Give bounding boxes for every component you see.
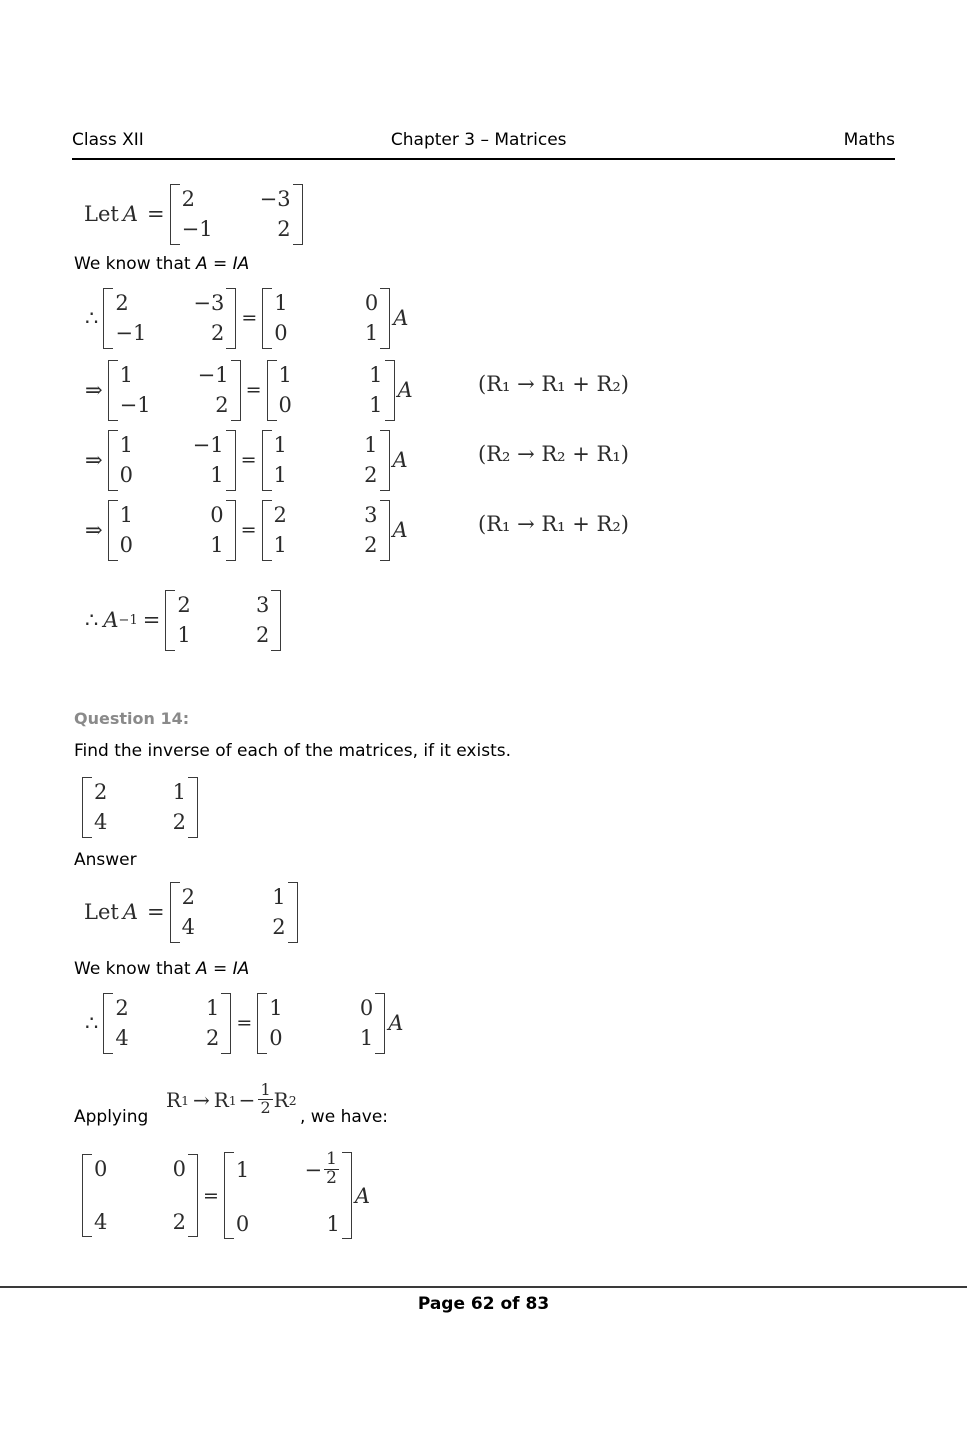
matrix-cell: 2 xyxy=(115,996,129,1020)
matrix-cell: 1 xyxy=(272,885,286,909)
equals-sign: = xyxy=(146,900,165,925)
row-operation-2: (R₂ → R₂ + R₁) xyxy=(478,442,629,466)
arrow-icon: → xyxy=(192,1088,210,1113)
fraction-numerator: 1 xyxy=(260,1080,271,1099)
header-subject: Maths xyxy=(843,130,895,150)
matrix-cell: 3 xyxy=(255,593,270,617)
matrix-cell: 2 xyxy=(181,187,195,211)
matrix-cell: 2 xyxy=(255,623,270,648)
matrix-cell: 1 xyxy=(210,533,224,558)
applying-prefix: Applying xyxy=(74,1107,149,1127)
matrix-cell: 1 xyxy=(269,996,283,1020)
implies-symbol: ⇒ xyxy=(85,378,103,403)
matrix-cell: 1 xyxy=(119,503,133,527)
matrix-cell: 1 xyxy=(119,433,133,457)
question-14-text: Find the inverse of each of the matrices, if it exists. xyxy=(74,741,512,761)
bracket-right xyxy=(226,500,236,561)
matrix-cell: 1 xyxy=(359,1026,374,1051)
bracket-left xyxy=(257,993,267,1054)
matrix-cell: −3 xyxy=(259,187,291,211)
derivation-step-4 xyxy=(80,498,408,563)
step-left-matrix xyxy=(82,1152,198,1239)
bracket-right xyxy=(188,777,198,838)
derivation-step-q14-2 xyxy=(82,1150,370,1241)
bracket-right xyxy=(293,184,303,245)
bracket-right xyxy=(221,993,231,1054)
step-left-matrix xyxy=(108,358,241,423)
equals-sign: = xyxy=(236,1012,253,1035)
equals-sign: = xyxy=(245,379,262,402)
row-op-r-right: R xyxy=(273,1088,289,1113)
matrix-a-q13 xyxy=(170,182,303,247)
minus-sign: − xyxy=(238,1088,256,1113)
matrix-variable-a: A xyxy=(122,202,138,227)
step-left-matrix xyxy=(103,991,231,1056)
step-right-matrix-fraction xyxy=(224,1150,352,1241)
matrix-cell: −1 xyxy=(181,217,213,242)
row-op-r-left-sub: 1 xyxy=(181,1092,189,1108)
matrix-cell: 2 xyxy=(94,780,108,804)
bracket-right xyxy=(288,882,298,943)
matrix-suffix-a: A xyxy=(388,1011,404,1036)
implies-symbol: ⇒ xyxy=(85,448,103,473)
matrix-cell: 1 xyxy=(172,780,186,804)
bracket-right xyxy=(342,1152,352,1239)
bracket-left xyxy=(262,288,272,349)
matrix-cell-negative-half xyxy=(264,1149,342,1189)
we-know-line-q14 xyxy=(74,959,249,979)
answer-label-q14: Answer xyxy=(74,850,137,870)
matrix-cell: 0 xyxy=(119,463,133,488)
matrix-cell: 2 xyxy=(273,503,287,527)
bracket-left xyxy=(267,360,277,421)
matrix-cell: 0 xyxy=(269,1026,283,1051)
matrix-cell: 2 xyxy=(181,885,195,909)
matrix-cell: 2 xyxy=(115,291,129,315)
matrix-cell: 2 xyxy=(364,533,378,558)
bracket-left xyxy=(108,360,118,421)
equals-sign: = xyxy=(142,608,161,633)
bracket-left xyxy=(262,500,272,561)
bracket-left xyxy=(82,1154,92,1237)
matrix-cell: 1 xyxy=(369,363,383,387)
matrix-cell: 1 xyxy=(369,393,383,418)
matrix-cell: 4 xyxy=(115,1026,129,1051)
step-right-matrix xyxy=(262,498,390,563)
matrix-cell: 2 xyxy=(272,915,286,940)
matrix-cell: −1 xyxy=(115,321,147,346)
matrix-cell: 1 xyxy=(274,291,288,315)
matrix-cell: 0 xyxy=(172,1157,186,1182)
matrix-cell: −1 xyxy=(119,393,151,418)
matrix-cell: 1 xyxy=(326,1211,340,1236)
fraction-one-half xyxy=(258,1082,272,1117)
equals-sign: = xyxy=(241,307,258,330)
derivation-step-2 xyxy=(80,358,413,423)
header-chapter: Chapter 3 – Matrices xyxy=(390,130,567,150)
we-know-equation: A = IA xyxy=(195,959,250,979)
matrix-suffix-a: A xyxy=(393,306,409,331)
derivation-step-3 xyxy=(80,428,408,493)
matrix-cell: −1 xyxy=(197,363,229,387)
given-matrix-q14 xyxy=(82,775,198,840)
matrix-cell: 1 xyxy=(210,463,224,488)
let-a-definition-q14 xyxy=(84,880,298,945)
step-left-matrix xyxy=(108,498,236,563)
derivation-step-1 xyxy=(80,286,408,351)
let-a-definition-q13 xyxy=(84,182,303,247)
page-number: Page 62 of 83 xyxy=(417,1294,550,1314)
fraction-numerator: 1 xyxy=(326,1149,337,1169)
let-label: Let xyxy=(84,202,119,227)
matrix-suffix-a: A xyxy=(354,1183,371,1208)
row-op-r-mid-sub: 1 xyxy=(228,1092,237,1108)
bracket-left xyxy=(82,777,92,838)
bracket-left xyxy=(170,184,180,245)
row-op-r-right-sub: 2 xyxy=(288,1092,297,1108)
matrix-cell: 1 xyxy=(273,463,287,488)
matrix-cell: 2 xyxy=(206,1026,220,1051)
bracket-right xyxy=(385,360,395,421)
matrix-cell: 0 xyxy=(94,1157,108,1182)
matrix-cell: 4 xyxy=(181,915,195,940)
step-right-matrix xyxy=(262,428,390,493)
we-know-text: We know that xyxy=(74,254,196,274)
matrix-cell: −1 xyxy=(192,433,224,457)
therefore-symbol: ∴ xyxy=(85,306,99,331)
bracket-left xyxy=(103,288,113,349)
applying-suffix: , we have: xyxy=(300,1107,389,1127)
matrix-cell: 4 xyxy=(94,1209,108,1234)
fraction-denominator: 2 xyxy=(326,1167,337,1188)
matrix-cell: 2 xyxy=(277,217,291,242)
matrix-cell: 1 xyxy=(206,996,220,1020)
bracket-left xyxy=(165,590,175,651)
therefore-symbol: ∴ xyxy=(85,608,99,633)
row-operation-1: (R₁ → R₁ + R₂) xyxy=(478,372,629,396)
step-left-matrix xyxy=(103,286,236,351)
bracket-right xyxy=(380,430,390,491)
matrix-suffix-a: A xyxy=(397,378,413,403)
bracket-right xyxy=(375,993,385,1054)
matrix-cell: 2 xyxy=(172,810,186,835)
applying-row-operation xyxy=(166,1080,297,1118)
inverse-matrix-q13 xyxy=(165,588,281,653)
matrix-a-q14 xyxy=(170,880,298,945)
matrix-cell: 3 xyxy=(364,503,378,527)
matrix-cell: 2 xyxy=(172,1209,186,1234)
page-header xyxy=(72,130,895,150)
equals-sign: = xyxy=(240,449,257,472)
matrix-cell: 1 xyxy=(278,363,292,387)
we-know-text: We know that xyxy=(74,959,196,979)
we-know-equation: A = IA xyxy=(195,254,250,274)
matrix-cell: 2 xyxy=(210,321,225,346)
equals-sign: = xyxy=(203,1184,219,1207)
bracket-right xyxy=(380,500,390,561)
we-know-line-q13 xyxy=(74,254,249,274)
matrix-variable-a: A xyxy=(122,900,138,925)
matrix-cell: 2 xyxy=(215,393,229,418)
bracket-left xyxy=(108,500,118,561)
inverse-label: A xyxy=(103,608,119,633)
bracket-left xyxy=(108,430,118,491)
matrix-cell: 2 xyxy=(177,593,191,617)
fraction-denominator: 2 xyxy=(260,1097,271,1117)
footer-divider xyxy=(0,1286,967,1288)
bracket-left xyxy=(224,1152,234,1239)
derivation-step-q14-1 xyxy=(80,991,403,1056)
matrix-suffix-a: A xyxy=(392,518,408,543)
step-right-matrix xyxy=(257,991,385,1056)
matrix-cell: 1 xyxy=(364,433,378,457)
implies-symbol: ⇒ xyxy=(85,518,103,543)
step-left-matrix xyxy=(108,428,236,493)
header-class: Class XII xyxy=(72,130,144,150)
matrix-cell: 1 xyxy=(364,321,379,346)
bracket-right xyxy=(226,288,236,349)
inverse-exponent: −1 xyxy=(118,612,138,628)
matrix-cell: −3 xyxy=(193,291,225,315)
matrix-cell: 0 xyxy=(274,321,288,346)
matrix-cell: 0 xyxy=(364,291,379,315)
equals-sign: = xyxy=(240,519,257,542)
therefore-symbol: ∴ xyxy=(85,1011,99,1036)
matrix-cell: 0 xyxy=(119,533,133,558)
bracket-right xyxy=(188,1154,198,1237)
row-operation-3: (R₁ → R₁ + R₂) xyxy=(478,512,629,536)
question-14-label: Question 14: xyxy=(74,709,190,728)
matrix-suffix-a: A xyxy=(392,448,408,473)
matrix-cell: 1 xyxy=(177,623,191,648)
bracket-left xyxy=(103,993,113,1054)
matrix-cell: 0 xyxy=(210,503,224,527)
equals-sign: = xyxy=(146,202,165,227)
matrix-cell: 0 xyxy=(359,996,374,1020)
matrix-cell: 4 xyxy=(94,810,108,835)
matrix-cell: 1 xyxy=(273,433,287,457)
row-op-r-mid: R xyxy=(213,1088,229,1113)
matrix-cell: 1 xyxy=(119,363,133,387)
step-right-matrix xyxy=(262,286,390,351)
inverse-conclusion-q13 xyxy=(80,588,281,653)
matrix-cell: 0 xyxy=(278,393,292,418)
matrix-cell: 2 xyxy=(364,463,378,488)
fraction-one-half xyxy=(324,1151,339,1188)
question-14-matrix xyxy=(82,775,198,840)
bracket-left xyxy=(262,430,272,491)
bracket-right xyxy=(231,360,241,421)
minus-sign: − xyxy=(304,1158,323,1183)
header-divider xyxy=(72,158,895,160)
bracket-left xyxy=(170,882,180,943)
matrix-cell: 1 xyxy=(235,1158,250,1183)
step-right-matrix xyxy=(267,358,395,423)
matrix-cell: 0 xyxy=(235,1211,250,1236)
row-op-r-left: R xyxy=(166,1088,182,1113)
bracket-right xyxy=(380,288,390,349)
matrix-cell: 1 xyxy=(273,533,287,558)
bracket-right xyxy=(226,430,236,491)
let-label: Let xyxy=(84,900,119,925)
bracket-right xyxy=(271,590,281,651)
